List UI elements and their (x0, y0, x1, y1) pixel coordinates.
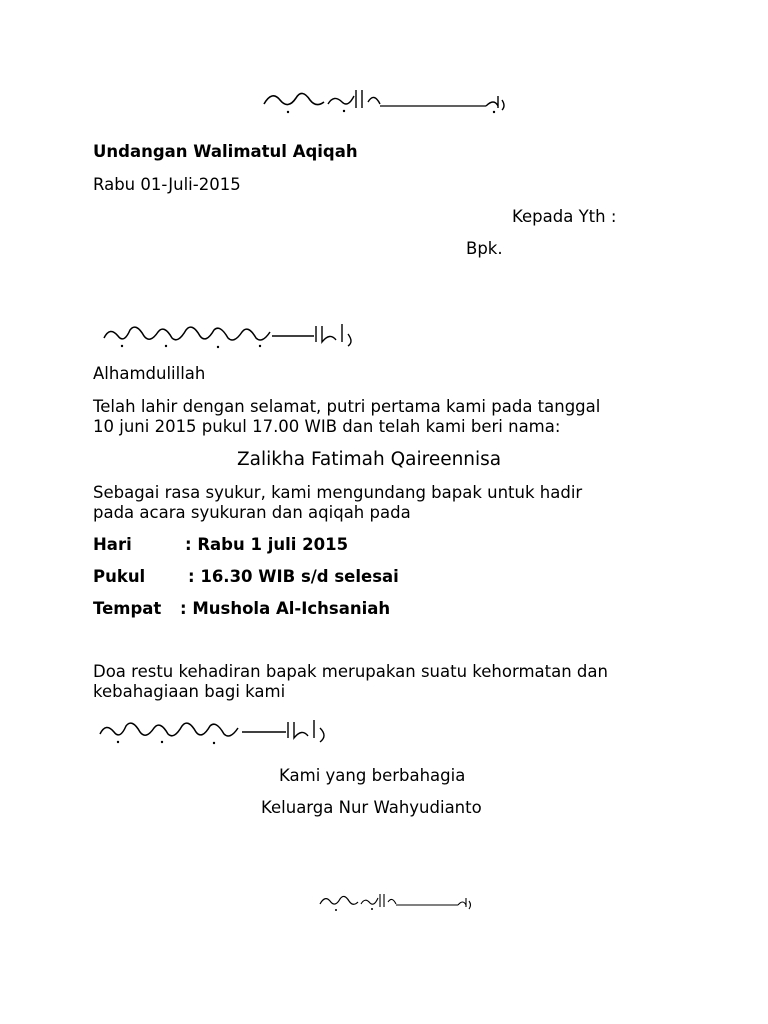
basmalah-bottom-text: بِسْمِ اللهِ الرَّحْمٰنِ الرَّحِيْمِ (316, 890, 327, 891)
basmalah-top-text: بِسْمِ اللهِ الرَّحْمٰنِ الرَّحِيْمِ (258, 84, 269, 85)
letter-date: Rabu 01-Juli-2015 (93, 175, 241, 194)
closing-line-1: Doa restu kehadiran bapak merupakan suatu kehormatan dan (93, 662, 608, 681)
family-name: Keluarga Nur Wahyudianto (261, 798, 482, 817)
closing-line-2: kebahagiaan bagi kami (93, 682, 286, 701)
salam-opening-calligraphy (100, 318, 362, 352)
invitation-line-1: Sebagai rasa syukur, kami mengundang bapak untuk hadir (93, 483, 583, 502)
announcement-line-2: 10 juni 2015 pukul 17.00 WIB dan telah kami beri nama: (93, 417, 561, 436)
baby-name: Zalikha Fatimah Qaireennisa (237, 449, 502, 470)
basmalah-calligraphy-top (258, 84, 510, 118)
event-place-label: Tempat (93, 599, 162, 618)
invitation-line-2: pada acara syukuran dan aqiqah pada (93, 503, 411, 522)
announcement-line-1: Telah lahir dengan selamat, putri pertama kami pada tanggal (93, 397, 601, 416)
recipient-label: Kepada Yth : (512, 207, 617, 226)
event-time-value: : 16.30 WIB s/d selesai (188, 567, 399, 586)
basmalah-calligraphy-bottom (316, 890, 474, 914)
greeting: Alhamdulillah (93, 364, 206, 383)
recipient-name: Bpk. (466, 239, 503, 258)
signoff: Kami yang berbahagia (279, 766, 466, 785)
salam-opening-text: السَّلَامُ عَلَيْكُمْ وَرَحْمَةُ اللهِ وَبَرَكَاتُهُ (100, 318, 114, 319)
event-day-value: : Rabu 1 juli 2015 (185, 535, 349, 554)
event-time-label: Pukul (93, 567, 146, 586)
salam-closing-calligraphy (96, 714, 332, 748)
salam-closing-text: وَالسَّلَامُ عَلَيْكُمْ وَرَحْمَةُ اللهِ وَبَرَكَاتُهُ (96, 714, 110, 715)
event-day-label: Hari (93, 535, 132, 554)
letter-title: Undangan Walimatul Aqiqah (93, 142, 358, 161)
event-place-value: : Mushola Al-Ichsaniah (180, 599, 391, 618)
